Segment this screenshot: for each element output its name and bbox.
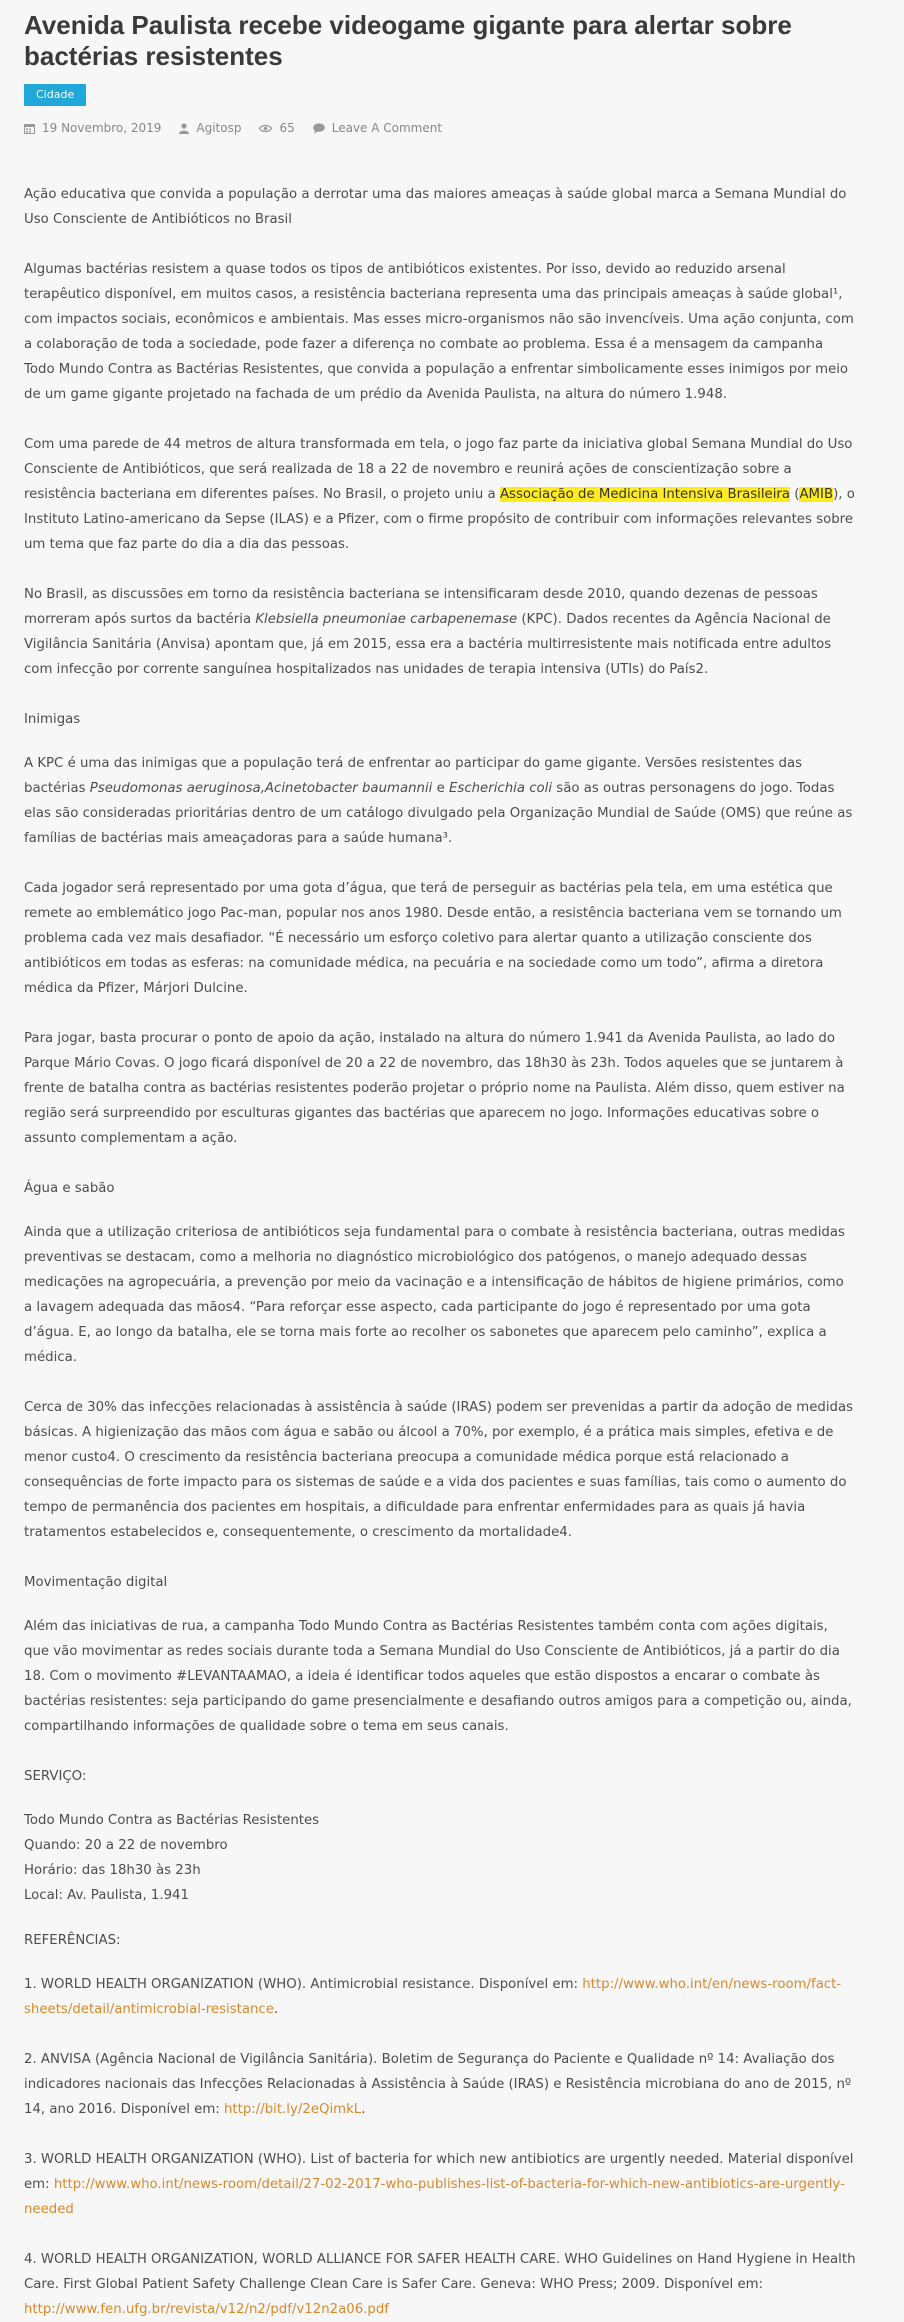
text: são as outras personagens do jogo. Todas elas são consideradas prioritárias dentro de um catálogo divulgado pela Organização Mundial de Saúde (OMS) que reúne as famílias de bactérias mais ameaçadoras para a saúde humana³. [24,781,853,846]
reference-item [24,2247,856,2322]
meta-author[interactable] [179,121,241,135]
reference-item [24,1972,856,2022]
reference-link[interactable]: http://www.who.int/news-room/detail/27-02-2017-who-publishes-list-of-bacteria-for-which-new-antibiotics-are-urgently-needed [24,2177,845,2217]
paragraph: Para jogar, basta procurar o ponto de apoio da ação, instalado na altura do número 1.941 da Avenida Paulista, ao lado do Parque Mário Covas. O jogo ficará disponível de 20 a 22 de novembro, das 18h30 às 23h. Todos aqueles que se juntarem à frente de batalha contra as bactérias resistentes poderão projetar o próprio nome na Paulista. Além disso, quem estiver na região será surpreendido por esculturas gigantes das bactérias que aparecem no jogo. Informações educativas sobre o assunto complementam a ação. [24,1031,845,1146]
text: (KPC). Dados recentes da Agência Nacional de Vigilância Sanitária (Anvisa) apontam que, já em 2015, essa era a bactéria multirresistente mais notificada entre adultos com infecção por corrente sanguínea hospitalizados nas unidades de terapia intensiva (UTIs) do País2. [24,612,832,677]
text: ), o Instituto Latino-americano da Sepse (ILAS) e a Pfizer, com o firme propósito de contribuir com informações relevantes sobre um tema que faz parte do dia a dia das pessoas. [24,487,855,552]
italic-text: Pseudomonas aeruginosa,Acinetobacter baumannii [89,781,433,796]
paragraph [24,432,856,557]
reference-link[interactable]: http://www.who.int/en/news-room/fact-sheets/detail/antimicrobial-resistance [24,1977,842,2017]
reference-text: 3. WORLD HEALTH ORGANIZATION (WHO). List of bacteria for which new antibiotics are urgently needed. Material disponível em: [24,2152,854,2192]
highlighted-text: AMIB [799,487,834,502]
italic-text: Klebsiella pneumoniae carbapenemase [255,612,518,627]
paragraph: Cerca de 30% das infecções relacionadas à assistência à saúde (IRAS) podem ser prevenidas a partir da adoção de medidas básicas. A higienização das mãos com água e sabão ou álcool a 70%, por exemplo, é a prática mais simples, efetiva e de menor custo4. O crescimento da resistência bacteriana preocupa a comunidade médica porque está relacionado a consequências de forte impacto para os sistemas de saúde e a vida dos pacientes e suas famílias, tais como o aumento do tempo de permanência dos pacientes em hospitais, a dificuldade para enfrentar enfermidades para as quais já havia tratamentos estabelecidos e, consequentemente, o crescimento da mortalidade4. [24,1400,854,1540]
reference-suffix: . [273,2002,279,2017]
reference-text: 2. ANVISA (Agência Nacional de Vigilância Sanitária). Boletim de Segurança do Paciente e Qualidade nº 14: Avaliação dos indicadores nacionais das Infecções Relacionadas à Assistência à Saúde (IRAS) e Resistência microbiana do ano de 2015, nº 14, ano 2016. Disponível em: [24,2052,852,2117]
service-location: Local: Av. Paulista, 1.941 [24,1888,189,1903]
highlighted-text: Associação de Medicina Intensiva Brasileira [499,487,791,502]
reference-link[interactable]: http://bit.ly/2eQimkL [223,2102,362,2117]
text: Com uma parede de 44 metros de altura transformada em tela, o jogo faz parte da iniciativa global Semana Mundial do Uso Consciente de Antibióticos, que será realizada de 18 a 22 de novembro e reunirá ações de conscientização sobre a resistência bacteriana em diferentes países. No Brasil, o projeto uniu a [24,437,853,502]
meta-views [259,121,294,135]
text: ( [790,487,800,502]
reference-text: 4. WORLD HEALTH ORGANIZATION, WORLD ALLIANCE FOR SAFER HEALTH CARE. WHO Guidelines on Hand Hygiene in Health Care. First Global Patient Safety Challenge Clean Care is Safer Care. Geneva: WHO Press; 2009. Disponível em: [24,2252,856,2292]
reference-text: 1. WORLD HEALTH ORGANIZATION (WHO). Antimicrobial resistance. Disponível em: [24,1977,583,1992]
service-hours: Horário: das 18h30 às 23h [24,1863,201,1878]
paragraph: Algumas bactérias resistem a quase todos os tipos de antibióticos existentes. Por isso, devido ao reduzido arsenal terapêutico disponível, em muitos casos, a resistência bacteriana representa uma das principais ameaças à saúde global¹, com impactos sociais, econômicos e ambientais. Mas esses micro-organismos não são invencíveis. Uma ação conjunta, com a colaboração de toda a sociedade, pode fazer a diferença no combate ao problema. Essa é a mensagem da campanha Todo Mundo Contra as Bactérias Resistentes, que convida a população a enfrentar simbolicamente esses inimigos por meio de um game gigante projetado na fachada de um prédio da Avenida Paulista, na altura do número 1.948. [24,262,854,402]
section-heading: REFERÊNCIAS: [24,1933,121,1948]
meta-date-text: 19 Novembro, 2019 [42,121,162,135]
article-body [24,182,856,2322]
paragraph: Cada jogador será representado por uma gota d’água, que terá de perseguir as bactérias pela tela, em uma estética que remete ao emblemático jogo Pac-man, popular nos anos 1980. Desde então, a resistência bacteriana vem se tornando um problema cada vez mais desafiador. “É necessário um esforço coletivo para alertar quanto a utilização consciente dos antibióticos em todas as esferas: na comunidade médica, na pecuária e na sociedade como um todo”, afirma a diretora médica da Pfizer, Márjori Dulcine. [24,881,842,996]
section-heading: Movimentação digital [24,1575,168,1590]
user-icon [179,123,189,134]
paragraph: Ainda que a utilização criteriosa de antibióticos seja fundamental para o combate à resistência bacteriana, outras medidas preventivas se destacam, como a melhoria no diagnóstico microbiológico dos patógenos, o manejo adequado dessas medicações na agropecuária, a prevenção por meio da vacinação e a intensificação de hábitos de higiene primários, como a lavagem adequada das mãos4. “Para reforçar esse aspecto, cada participante do jogo é representado por uma gota d’água. E, ao longo da batalha, ele se torna mais forte ao recolher os sabonetes que aparecem pelo caminho”, explica a médica. [24,1225,845,1365]
service-when: Quando: 20 a 22 de novembro [24,1838,228,1853]
eye-icon [259,124,272,133]
reference-item [24,2147,856,2222]
meta-author-link[interactable]: Agitosp [196,121,242,135]
reference-suffix: . [361,2102,366,2117]
comment-icon [313,123,325,134]
reference-link[interactable]: http://www.fen.ufg.br/revista/v12/n2/pdf/v12n2a06.pdf [24,2302,389,2317]
section-heading: Inimigas [24,712,81,727]
italic-text: Escherichia coli [448,781,553,796]
paragraph [24,582,856,682]
text: No Brasil, as discussões em torno da resistência bacteriana se intensificaram desde 2010, quando dezenas de pessoas morreram após surtos da bactéria [24,587,818,627]
section-heading: SERVIÇO: [24,1769,87,1784]
text: e [432,781,449,796]
meta-views-count: 65 [279,121,295,135]
category-badge[interactable]: Cidade [24,84,86,106]
meta-date [24,121,161,135]
text: A KPC é uma das inimigas que a população terá de enfrentar ao participar do game gigante. Versões resistentes das bactérias [24,756,803,796]
paragraph-lead: Ação educativa que convida a população a derrotar uma das maiores ameaças à saúde global marca a Semana Mundial do Uso Consciente de Antibióticos no Brasil [24,187,847,227]
section-heading: Água e sabão [24,1181,115,1196]
reference-item [24,2047,856,2122]
paragraph [24,751,856,851]
meta-comments[interactable] [313,121,442,135]
page-title: Avenida Paulista recebe videogame gigante para alertar sobre bactérias resistentes [24,10,792,71]
leave-comment-link[interactable]: Leave A Comment [331,121,443,135]
post-meta [24,120,880,136]
service-info [24,1808,856,1908]
service-name: Todo Mundo Contra as Bactérias Resistentes [24,1813,320,1828]
paragraph: Além das iniciativas de rua, a campanha Todo Mundo Contra as Bactérias Resistentes também conta com ações digitais, que vão movimentar as redes sociais durante toda a Semana Mundial do Uso Consciente de Antibióticos, já a partir do dia 18. Com o movimento #LEVANTAAMAO, a ideia é identificar todos aqueles que estão dispostos a encarar o combate às bactérias resistentes: seja participando do game presencialmente e desafiando outros amigos para a competição ou, ainda, compartilhando informações de qualidade sobre o tema em seus canais. [24,1619,852,1734]
calendar-icon [24,123,35,134]
